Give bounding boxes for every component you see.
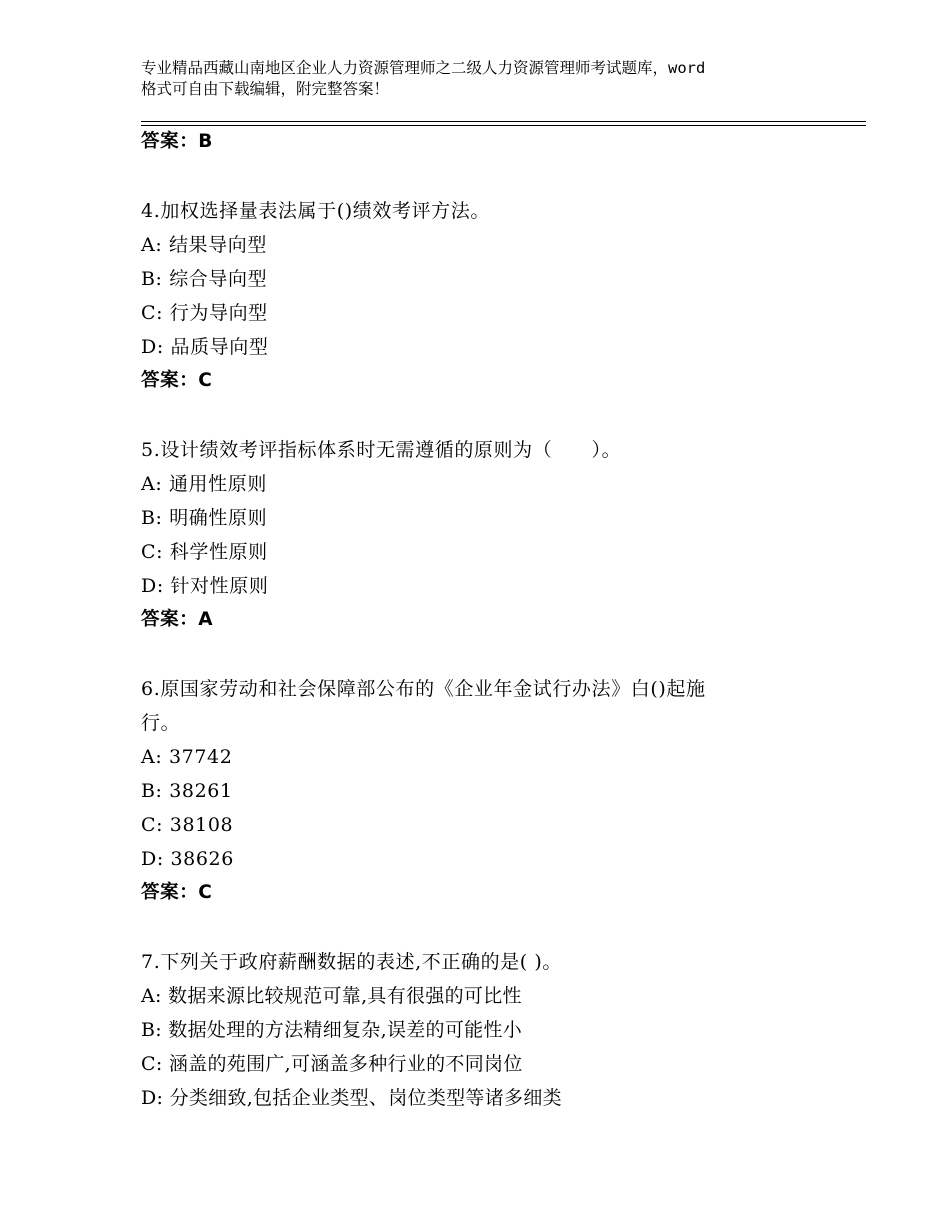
header-rule-bottom (141, 125, 866, 126)
question-6-option-b: B: 38261 (141, 780, 233, 802)
question-6-option-d: D: 38626 (141, 848, 234, 870)
question-4-option-d: D: 品质导向型 (141, 336, 269, 358)
question-7-option-c: C: 涵盖的苑围广,可涵盖多种行业的不同岗位 (141, 1053, 523, 1075)
header-rule-top (141, 121, 866, 122)
question-6-stem-line-1: 6.原国家劳动和社会保障部公布的《企业年金试行办法》白()起施 (141, 678, 706, 700)
question-4-answer: 答案：C (141, 370, 213, 391)
question-6-stem-line-2: 行。 (141, 712, 181, 734)
header-line-1: 专业精品西藏山南地区企业人力资源管理师之二级人力资源管理师考试题库，word (141, 59, 706, 77)
question-7-stem: 7.下列关于政府薪酬数据的表述,不正确的是( )。 (141, 951, 563, 973)
question-6-option-c: C: 38108 (141, 814, 234, 836)
previous-answer: 答案：B (141, 131, 214, 152)
question-7-option-a: A: 数据来源比较规范可靠,具有很强的可比性 (141, 985, 522, 1007)
question-6-option-a: A: 37742 (141, 746, 233, 768)
question-4-option-b: B: 综合导向型 (141, 268, 268, 290)
document-header (141, 58, 841, 100)
question-5-answer: 答案：A (141, 609, 214, 630)
question-4-option-a: A: 结果导向型 (141, 234, 267, 256)
question-5-stem: 5.设计绩效考评指标体系时无需遵循的原则为（ ）。 (141, 439, 622, 461)
question-5-option-a: A: 通用性原则 (141, 473, 267, 495)
question-7-option-d: D: 分类细致,包括企业类型、岗位类型等诸多细类 (141, 1087, 562, 1109)
question-4-option-c: C: 行为导向型 (141, 302, 268, 324)
question-6-answer: 答案：C (141, 882, 213, 903)
question-5-option-d: D: 针对性原则 (141, 575, 269, 597)
header-line-2: 格式可自由下载编辑，附完整答案！ (141, 80, 390, 98)
question-5-option-b: B: 明确性原则 (141, 507, 268, 529)
question-4-stem: 4.加权选择量表法属于()绩效考评方法。 (141, 200, 490, 222)
question-5-option-c: C: 科学性原则 (141, 541, 268, 563)
question-7-option-b: B: 数据处理的方法精细复杂,误差的可能性小 (141, 1019, 523, 1041)
